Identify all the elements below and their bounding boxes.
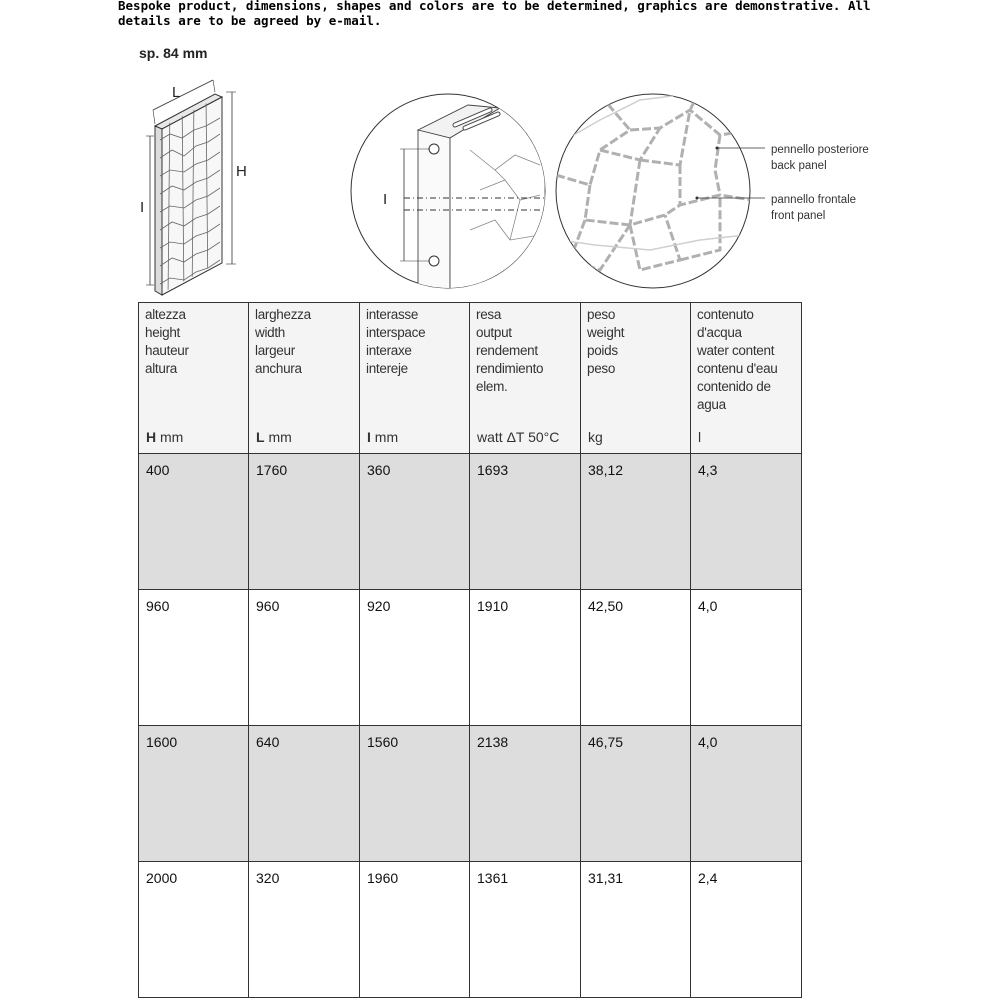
table-row xyxy=(139,454,802,590)
callout-back-it: pennello posteriore xyxy=(771,144,869,156)
panel-pattern-circle xyxy=(556,90,752,288)
cell-interspace: 360 xyxy=(360,454,470,590)
header-name: altura xyxy=(145,361,177,376)
header-unit: L mm xyxy=(256,429,292,445)
cell-weight: 31,31 xyxy=(581,862,691,998)
cell-interspace: 1560 xyxy=(360,726,470,862)
header-unit: l xyxy=(698,429,702,445)
header-unit: kg xyxy=(588,429,603,445)
cell-water-content: 4,3 xyxy=(691,454,802,590)
thickness-label: sp. 84 mm xyxy=(139,45,208,61)
cell-output: 1910 xyxy=(470,590,581,726)
callout-front-en: front panel xyxy=(771,210,826,222)
header-name: intereje xyxy=(366,361,408,376)
header-name: peso xyxy=(587,361,616,376)
cell-height: 2000 xyxy=(139,862,249,998)
header-name: contenu d'eau xyxy=(697,361,778,376)
header-name: water content xyxy=(697,343,775,358)
header-name: output xyxy=(476,325,512,340)
header-name: largeur xyxy=(255,343,295,358)
header-name: anchura xyxy=(255,361,302,376)
header-height xyxy=(139,303,249,454)
radiator-panel-drawing xyxy=(140,80,247,300)
cell-width: 1760 xyxy=(249,454,360,590)
header-name: weight xyxy=(587,325,625,340)
callout-front-it: pannello frontale xyxy=(771,194,857,206)
specification-table xyxy=(138,302,802,998)
cell-water-content: 2,4 xyxy=(691,862,802,998)
connection-detail-circle xyxy=(351,94,545,300)
bespoke-notice: Bespoke product, dimensions, shapes and colors are to be determined, graphics are demonstrative. All details are to be agreed by e-mail. xyxy=(118,0,871,28)
label-H: H xyxy=(236,163,247,180)
header-unit: I mm xyxy=(367,429,399,445)
cell-water-content: 4,0 xyxy=(691,590,802,726)
header-water-content xyxy=(691,303,802,454)
cell-height: 960 xyxy=(139,590,249,726)
header-name: rendement xyxy=(476,343,538,358)
table-row xyxy=(139,862,802,998)
cell-output: 1693 xyxy=(470,454,581,590)
header-name: contenido de agua xyxy=(697,379,771,412)
table-header-row xyxy=(139,303,802,454)
cell-height: 1600 xyxy=(139,726,249,862)
header-name: rendimiento elem. xyxy=(476,361,544,394)
cell-width: 960 xyxy=(249,590,360,726)
header-name: height xyxy=(145,325,180,340)
cell-water-content: 4,0 xyxy=(691,726,802,862)
cell-width: 640 xyxy=(249,726,360,862)
cell-weight: 46,75 xyxy=(581,726,691,862)
cell-interspace: 920 xyxy=(360,590,470,726)
label-L: L xyxy=(172,84,181,101)
header-name: width xyxy=(255,325,286,340)
table-row xyxy=(139,590,802,726)
header-weight xyxy=(581,303,691,454)
header-name: interaxe xyxy=(366,343,412,358)
cell-interspace: 1960 xyxy=(360,862,470,998)
cell-width: 320 xyxy=(249,862,360,998)
label-I-left: I xyxy=(140,199,145,216)
cell-output: 1361 xyxy=(470,862,581,998)
header-interspace xyxy=(360,303,470,454)
header-unit: H mm xyxy=(146,429,184,445)
header-name: altezza xyxy=(145,307,186,322)
product-diagram xyxy=(0,0,1000,300)
header-name: poids xyxy=(587,343,618,358)
cell-weight: 42,50 xyxy=(581,590,691,726)
header-width xyxy=(249,303,360,454)
header-name: interspace xyxy=(366,325,426,340)
header-unit: watt ΔT 50°C xyxy=(477,429,560,445)
header-name: resa xyxy=(476,307,502,322)
header-name: larghezza xyxy=(255,307,311,322)
callout-back-en: back panel xyxy=(771,160,827,172)
cell-output: 2138 xyxy=(470,726,581,862)
header-name: hauteur xyxy=(145,343,189,358)
cell-weight: 38,12 xyxy=(581,454,691,590)
table-row xyxy=(139,726,802,862)
cell-height: 400 xyxy=(139,454,249,590)
label-I-detail: I xyxy=(383,191,388,208)
header-name: contenuto d'acqua xyxy=(697,307,754,340)
header-output xyxy=(470,303,581,454)
header-name: interasse xyxy=(366,307,419,322)
header-name: peso xyxy=(587,307,616,322)
